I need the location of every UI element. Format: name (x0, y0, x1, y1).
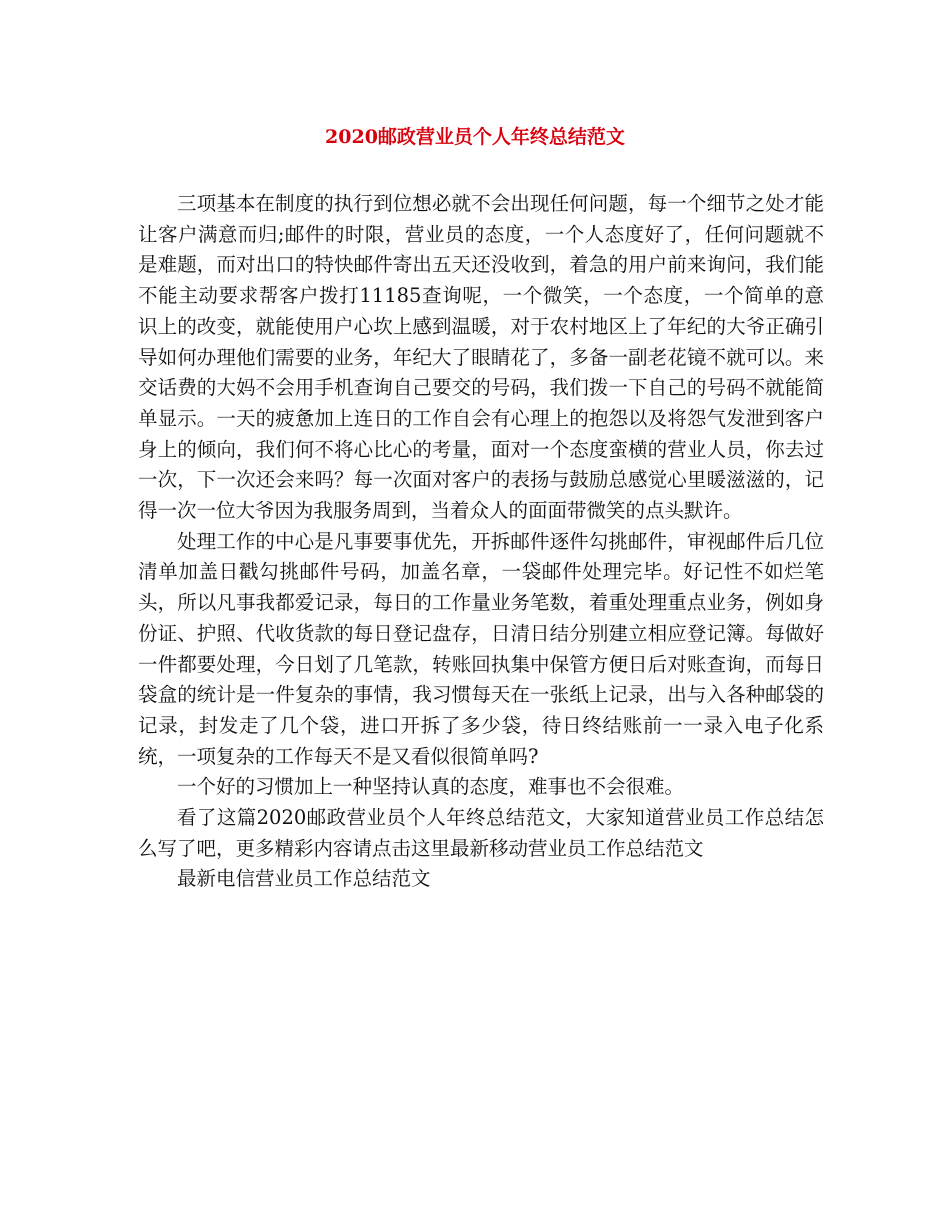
paragraph-related-article[interactable]: 看了这篇2020邮政营业员个人年终总结范文，大家知道营业员工作总结怎么写了吧，更多精彩内容请点击这里最新移动营业员工作总结范文 (138, 806, 824, 860)
paragraph-good-habit: 一个好的习惯加上一种坚持认真的态度，难事也不会很难。 (177, 775, 685, 799)
paragraph-service-attitude: 三项基本在制度的执行到位想必就不会出现任何问题，每一个细节之处才能让客户满意而归;邮件的时限，营业员的态度，一个人态度好了，任何问题就不是难题，而对出口的特快邮件寄出五天还没收到，着急的用户前来询问，我们能不能主动要求帮客户拨打11185查询呢，一个微笑，一个态度，一个简单的意识上的改变，就能使用户心坎上感到温暖，对于农村地区上了年纪的大爷正确引导如何办理他们需要的业务，年纪大了眼睛花了，多备一副老花镜不就可以。来交话费的大妈不会用手机查询自己要交的号码，我们拨一下自己的号码不就能简单显示。一天的疲惫加上连日的工作自会有心理上的抱怨以及将怨气发泄到客户身上的倾向，我们何不将心比心的考量，面对一个态度蛮横的营业人员，你去过一次，下一次还会来吗？每一次面对客户的表扬与鼓励总感觉心里暖滋滋的，记得一次一位大爷因为我服务周到，当着众人的面面带微笑的点头默许。 (138, 192, 824, 523)
document-title: 2020邮政营业员个人年终总结范文 (325, 126, 625, 148)
document-body (138, 189, 824, 895)
paragraph-related-link[interactable]: 最新电信营业员工作总结范文 (177, 867, 431, 891)
paragraph-work-process: 处理工作的中心是凡事要事优先，开拆邮件逐件勾挑邮件，审视邮件后几位清单加盖日戳勾挑邮件号码，加盖名章，一袋邮件处理完毕。好记性不如烂笔头，所以凡事我都爱记录，每日的工作量业务笔数，着重处理重点业务，例如身份证、护照、代收货款的每日登记盘存，日清日结分别建立相应登记簿。每做好一件都要处理，今日划了几笔款，转账回执集中保管方便日后对账查询，而每日袋盒的统计是一件复杂的事情，我习惯每天在一张纸上记录，出与入各种邮袋的记录，封发走了几个袋，进口开拆了多少袋，待日终结账前一一录入电子化系统，一项复杂的工作每天不是又看似很简单吗? (138, 529, 824, 768)
